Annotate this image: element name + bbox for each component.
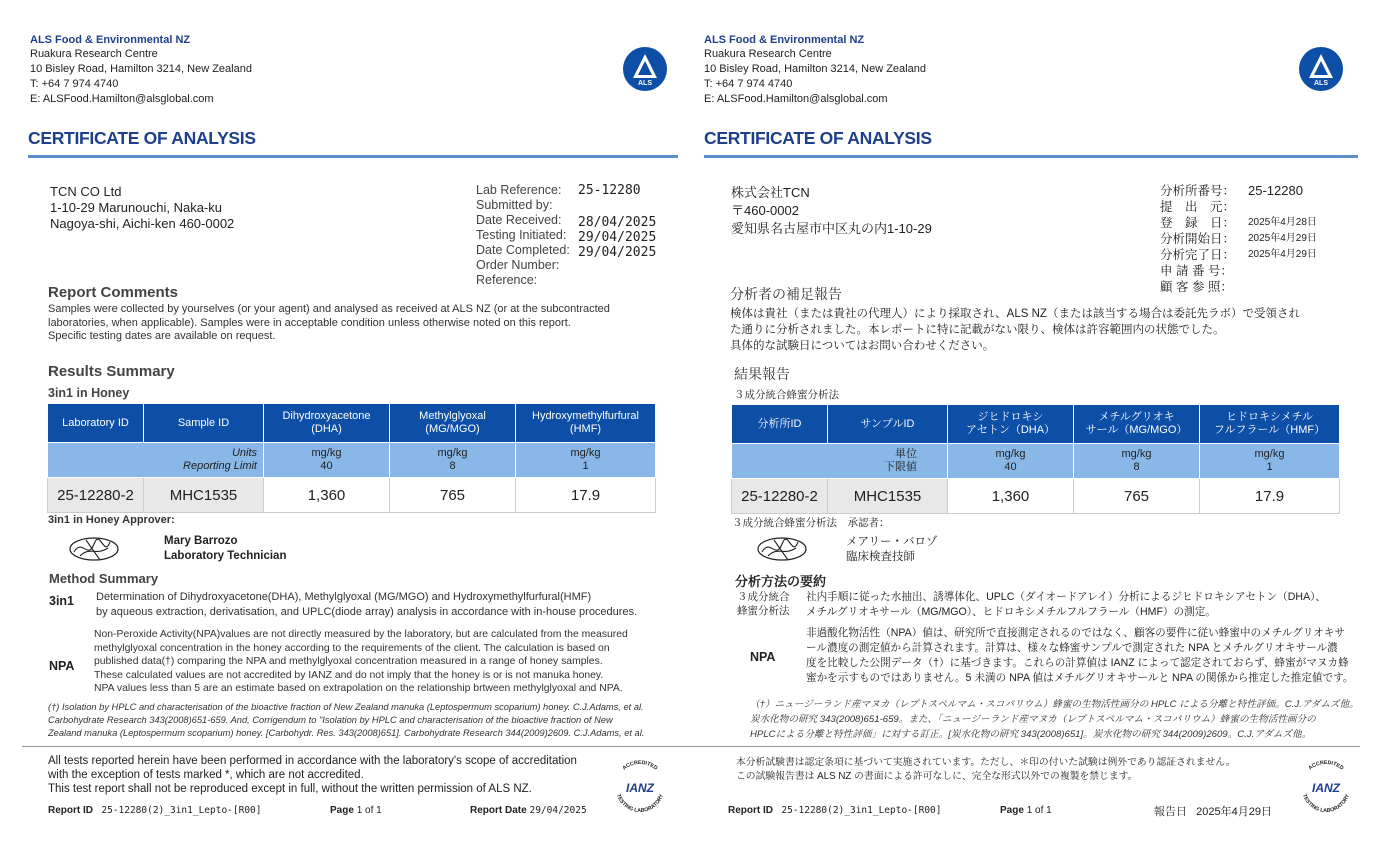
approver-block	[164, 534, 286, 563]
approver-title: ３成分統合蜂蜜分析法 承認者：	[732, 517, 890, 529]
method-line: Non-Peroxide Activity(NPA)values are not directly measured by the laboratory, but are calculated from the measured	[94, 629, 628, 640]
ianz-mark: IANZ	[626, 781, 654, 795]
limit: 40	[320, 460, 333, 472]
comment-line: Specific testing dates are available on request.	[48, 330, 276, 342]
meta-labels	[1160, 183, 1235, 295]
org-name: ALS Food & Environmental NZ	[704, 34, 865, 46]
submitted-by-value	[1248, 199, 1317, 215]
footer-line: 本分析試験書は認定条項に基づいて実施されています。ただし、＊印の付いた試験は例外であり認証されません。	[736, 757, 1236, 768]
footer-statement	[736, 756, 1235, 784]
limit-label: Reporting Limit	[183, 460, 257, 472]
ianz-bottom-text: TESTING LABORATORY	[1301, 793, 1351, 815]
approver-role: Laboratory Technician	[164, 549, 287, 562]
reference-line: （†）ニュージーランド産マヌカ（レプトスペルマム・スコパリウム）蜂蜜の生物活性画分の HPLC による分離と特性評価。C.J.アダムズ他。	[750, 699, 1359, 710]
ianz-bottom-text: TESTING LABORATORY	[615, 793, 665, 815]
client-line: TCN CO Ltd	[50, 184, 122, 199]
address-line: E: ALSFood.Hamilton@alsglobal.com	[704, 93, 888, 105]
method-line: 非過酸化物活性（NPA）値は、研究所で直接測定されるのではなく、顧客の要件に従い蜂蜜中のメチルグリオキサ	[806, 627, 1346, 639]
results-table	[731, 404, 1340, 514]
reference-line: Zealand manuka (Leptospermum scoparium) honey. [Carbohydr. Res. 343(2008)651]. Carbohydrate Research 344(2009)2609. C.J.Adams, et al.	[48, 728, 645, 738]
method-npa-text	[806, 626, 1353, 686]
limit: 40	[1004, 461, 1017, 473]
method-3in1-label: 3in1	[49, 594, 75, 608]
address-line: 10 Bisley Road, Hamilton 3214, New Zealand	[704, 63, 926, 75]
page-value: 1 of 1	[356, 805, 382, 816]
report-date: 29/04/2025	[529, 805, 587, 816]
sample-id-cell: MHC1535	[828, 479, 948, 514]
lab-reference-value: 25-12280	[578, 183, 641, 198]
meta-label: 登 録 日：	[1160, 216, 1236, 230]
method-line: methylglyoxal concentration in the honey according to the requirements of the client. The calculation is based on	[94, 642, 610, 654]
address-line: Ruakura Research Centre	[30, 48, 158, 60]
results-title: Results Summary	[48, 363, 175, 380]
table-header-row	[732, 405, 1340, 444]
method-line: Determination of Dihydroxyacetone(DHA), Methylglyoxal (MG/MGO) and Hydroxymethylfurfural(HMF)	[96, 591, 592, 603]
table-row	[48, 478, 656, 513]
org-name: ALS Food & Environmental NZ	[30, 34, 191, 46]
method-line: 蜜かを示すものではありません。5 未満の NPA 値はメチルグリオキサールと NPA の関係から推定した推定値です。	[806, 672, 1354, 684]
report-comments-title: 分析者の補足報告	[730, 286, 842, 302]
page-block	[1000, 805, 1052, 816]
units-row	[732, 444, 1340, 479]
logo-text: ALS	[638, 80, 652, 87]
method-3in1-text	[96, 590, 637, 620]
report-id-block	[728, 805, 942, 816]
page-block	[330, 805, 382, 816]
meta-label: 分析所番号：	[1160, 184, 1236, 198]
units-label-cell	[48, 443, 264, 478]
reference-line: Carbohydrate Research 343(2008)651-659. And, Corrigendum to "Isolation by HPLC and characterisation of the bioactive fraction of New	[48, 715, 613, 725]
limit: 8	[449, 460, 456, 472]
page-value: 1 of 1	[1026, 805, 1052, 816]
results-title: 結果報告	[734, 366, 790, 382]
page-label: Page	[1000, 805, 1024, 816]
address-line: T: +64 7 974 4740	[30, 78, 119, 90]
method-line: published data(†) comparing the NPA and methylglyoxal concentration measured in a range of honey samples.	[94, 656, 603, 667]
address-line: Ruakura Research Centre	[704, 48, 832, 60]
footer-divider	[22, 746, 688, 747]
als-logo	[1298, 46, 1344, 92]
date-completed-value: 2025年4月29日	[1248, 249, 1317, 260]
title-rule	[704, 155, 1358, 158]
unit: mg/kg	[437, 447, 468, 459]
units-row	[48, 443, 656, 478]
report-id: 25-12280(2)_3in1_Lepto-[R00]	[101, 805, 262, 816]
col-header: Sample ID	[144, 404, 264, 443]
meta-labels	[476, 183, 570, 288]
dha-cell: 1,360	[264, 478, 390, 513]
meta-label: Submitted by:	[476, 198, 553, 212]
client-line: Nagoya-shi, Aichi-ken 460-0002	[50, 216, 235, 231]
report-date-block	[1154, 803, 1272, 819]
unit-cell	[516, 443, 656, 478]
signature-icon	[66, 532, 122, 566]
svg-text:ACCREDITED	[1308, 760, 1345, 772]
comment-line: laboratories, when applicable). Samples were in acceptable condition unless otherwise noted on this report.	[48, 316, 571, 329]
col-header: Methylglyoxal (MG/MGO)	[390, 404, 516, 443]
report-date: 2025年4月29日	[1196, 806, 1272, 818]
method-line: by aqueous extraction, derivatisation, and UPLC(diode array) analysis in accordance with in-house procedures.	[96, 606, 638, 618]
col-header: サンプルID	[828, 405, 948, 444]
col-header: ジヒドロキシ アセトン（DHA）	[948, 405, 1074, 444]
svg-text:TESTING LABORATORY	[1301, 793, 1351, 814]
references	[750, 697, 1359, 742]
method-line: NPA values less than 5 are an estimate based on extrapolation on the relationship brtween methylglyoxal and NPA.	[94, 683, 623, 694]
approver-block	[846, 535, 938, 565]
reference-line: 炭水化物の研究 343(2008)651-659。また、「ニュージーランド産マヌカ（レプトスペルマム・スコパリウム）蜂蜜の生物活性画分の	[750, 714, 1316, 725]
method-3in1-label	[737, 590, 790, 618]
unit: mg/kg	[995, 448, 1026, 460]
footer-divider	[688, 746, 1360, 747]
ianz-mark: IANZ	[1312, 781, 1340, 795]
lab-id-cell: 25-12280-2	[48, 478, 144, 513]
unit-cell	[1200, 444, 1340, 479]
ianz-top-text: ACCREDITED	[621, 759, 659, 772]
method-line: 度を比較した公開データ（†）に基づきます。これらの計算値は IANZ によって認定されておらず、蜂蜜がマヌカ蜂	[806, 657, 1349, 669]
date-received-value: 2025年4月28日	[1248, 217, 1317, 228]
org-address	[30, 47, 252, 107]
client-line: 〒460-0002	[731, 203, 799, 218]
meta-values	[1248, 183, 1317, 263]
client-line: 株式会社TCN	[731, 185, 810, 200]
method-line: メチルグリオキサール（MG/MGO）、ヒドロキシメチルフルフラール（HMF）の測定。	[806, 606, 1216, 618]
certificate-title: CERTIFICATE OF ANALYSIS	[704, 128, 932, 148]
mgo-cell: 765	[1074, 479, 1200, 514]
results-subtitle: ３成分統合蜂蜜分析法	[734, 389, 839, 401]
meta-label: 顧 客 参 照：	[1160, 280, 1233, 294]
report-id-label: Report ID	[48, 805, 93, 816]
footer-line: with the exception of tests marked *, which are not accredited.	[48, 769, 364, 781]
approver-name: Mary Barrozo	[164, 535, 238, 547]
client-address	[50, 184, 234, 232]
report-id-label: Report ID	[728, 805, 773, 816]
meta-label: Date Completed:	[476, 243, 570, 257]
unit-cell	[390, 443, 516, 478]
address-line: 10 Bisley Road, Hamilton 3214, New Zealand	[30, 63, 252, 75]
unit-cell	[948, 444, 1074, 479]
lab-reference-value: 25-12280	[1248, 183, 1303, 198]
mgo-cell: 765	[390, 478, 516, 513]
als-logo	[622, 46, 668, 92]
ianz-top-text: ACCREDITED	[1307, 759, 1345, 772]
lab-id-cell: 25-12280-2	[732, 479, 828, 514]
results-subtitle: 3in1 in Honey	[48, 386, 130, 400]
certificate-title: CERTIFICATE OF ANALYSIS	[28, 128, 256, 148]
method-npa-label: NPA	[49, 659, 75, 673]
svg-text:ACCREDITED	[622, 760, 659, 772]
date-received-value: 28/04/2025	[578, 215, 657, 230]
units-label-cell	[732, 444, 948, 479]
approver-name: メアリー・バロゾ	[846, 536, 938, 548]
method-line: These calculated values are not accredited by IANZ and do not imply that the honey is or is not manuka honey.	[94, 669, 604, 681]
sample-id-cell: MHC1535	[144, 478, 264, 513]
ianz-accreditation-icon	[1296, 758, 1356, 818]
comment-line: 検体は貴社（または貴社の代理人）により採取され、ALS NZ（または該当する場合は委託先ラボ）で受領され	[730, 308, 1300, 320]
col-header: Dihydroxyacetone (DHA)	[264, 404, 390, 443]
report-id: 25-12280(2)_3in1_Lepto-[R00]	[781, 805, 942, 816]
page-label: Page	[330, 805, 354, 816]
testing-initiated-value: 2025年4月29日	[1248, 233, 1317, 244]
approver-role: 臨床検査技師	[846, 551, 915, 563]
client-line: 1-10-29 Marunouchi, Naka-ku	[50, 200, 222, 215]
svg-text:TESTING LABORATORY	[615, 793, 665, 814]
report-date-label: 報告日	[1154, 806, 1187, 818]
comment-line: Samples were collected by yourselves (or your agent) and analysed as received at ALS NZ (or at the subcontracted	[48, 303, 610, 315]
report-date-label: Report Date	[470, 805, 527, 816]
footer-line: この試験報告書は ALS NZ の書面による許可なしに、完全な形式以外での複製を禁じます。	[736, 771, 1138, 782]
unit: mg/kg	[1254, 448, 1285, 460]
references	[48, 701, 644, 740]
meta-label: Reference:	[476, 273, 538, 287]
col-header: Laboratory ID	[48, 404, 144, 443]
japanese-certificate-page	[688, 0, 1376, 842]
unit-cell	[1074, 444, 1200, 479]
address-line: E: ALSFood.Hamilton@alsglobal.com	[30, 93, 214, 105]
meta-values	[578, 183, 656, 260]
client-line: 愛知県名古屋市中区丸の内1-10-29	[731, 221, 932, 236]
limit: 1	[1266, 461, 1273, 473]
limit: 1	[582, 460, 589, 472]
testing-initiated-value: 29/04/2025	[578, 230, 657, 245]
table-header-row	[48, 404, 656, 443]
method-title: 分析方法の要約	[735, 574, 827, 589]
footer-statement	[48, 754, 577, 796]
col-header: 分析所ID	[732, 405, 828, 444]
meta-label: Lab Reference:	[476, 183, 562, 197]
table-row	[732, 479, 1340, 514]
unit: mg/kg	[311, 447, 342, 459]
limit: 8	[1133, 461, 1140, 473]
report-comments	[730, 306, 1300, 354]
ianz-accreditation-icon	[610, 758, 670, 818]
meta-label: 提 出 元：	[1160, 200, 1236, 214]
method-line: 社内手順に従った水抽出、誘導体化、UPLC（ダイオードアレイ）分析によるジヒドロキシアセトン（DHA）、	[806, 591, 1327, 603]
unit: mg/kg	[1121, 448, 1152, 460]
signature-icon	[754, 532, 810, 566]
title-rule	[28, 155, 678, 158]
method-label-line: ３成分統合	[737, 591, 790, 603]
dha-cell: 1,360	[948, 479, 1074, 514]
report-date-block	[470, 805, 587, 816]
comment-line: 具体的な試験日についてはお問い合わせください。	[730, 340, 995, 352]
method-line: ール濃度の測定値から計算されます。計算は、様々な蜂蜜サンプルで測定された NPA とメチルグリオキサール濃	[806, 642, 1338, 654]
client-address	[731, 184, 932, 238]
units-label: Units	[231, 447, 257, 459]
method-npa-text	[94, 628, 628, 696]
meta-label: Testing Initiated:	[476, 228, 567, 242]
report-id-block	[48, 805, 262, 816]
footer-line: This test report shall not be reproduced except in full, without the written permission of ALS NZ.	[48, 783, 532, 795]
meta-label: Date Received:	[476, 213, 562, 227]
logo-text: ALS	[1314, 80, 1328, 87]
hmf-cell: 17.9	[516, 478, 656, 513]
method-3in1-text	[806, 590, 1326, 620]
date-completed-value: 29/04/2025	[578, 245, 657, 260]
meta-label: 申 請 番 号：	[1160, 264, 1233, 278]
address-line: T: +64 7 974 4740	[704, 78, 793, 90]
reference-line: (†) Isolation by HPLC and characterisation of the bioactive fraction of New Zealand manuka (Leptospermum scoparium) honey. C.J.Adams, et al.	[48, 702, 644, 712]
method-label-line: 蜂蜜分析法	[737, 605, 790, 617]
approver-title: 3in1 in Honey Approver:	[48, 514, 175, 526]
meta-label: 分析完了日：	[1160, 248, 1236, 262]
col-header: メチルグリオキ サール（MG/MGO）	[1074, 405, 1200, 444]
col-header: Hydroxymethylfurfural (HMF)	[516, 404, 656, 443]
units-label: 単位	[895, 448, 917, 460]
limit-label: 下限値	[884, 461, 917, 473]
submitted-by-value	[578, 198, 656, 213]
report-comments	[48, 303, 610, 344]
method-npa-label: NPA	[750, 650, 776, 664]
results-table	[47, 403, 656, 513]
comment-line: た通りに分析されました。本レポートに特に記載がない限り、検体は許容範囲内の状態でした。	[730, 324, 1225, 336]
org-address	[704, 47, 926, 107]
report-comments-title: Report Comments	[48, 284, 179, 301]
method-title: Method Summary	[49, 571, 159, 586]
unit: mg/kg	[570, 447, 601, 459]
footer-line: All tests reported herein have been performed in accordance with the laboratory's scope of accreditation	[48, 755, 577, 767]
col-header: ヒドロキシメチル フルフラール（HMF）	[1200, 405, 1340, 444]
meta-label: 分析開始日：	[1160, 232, 1236, 246]
reference-line: HPLCによる分離と特性評価」に対する訂正。[炭水化物の研究 343(2008)651]。炭水化物の研究 344(2009)2609。C.J.アダムズ他。	[750, 729, 1312, 740]
unit-cell	[264, 443, 390, 478]
meta-label: Order Number:	[476, 258, 560, 272]
hmf-cell: 17.9	[1200, 479, 1340, 514]
